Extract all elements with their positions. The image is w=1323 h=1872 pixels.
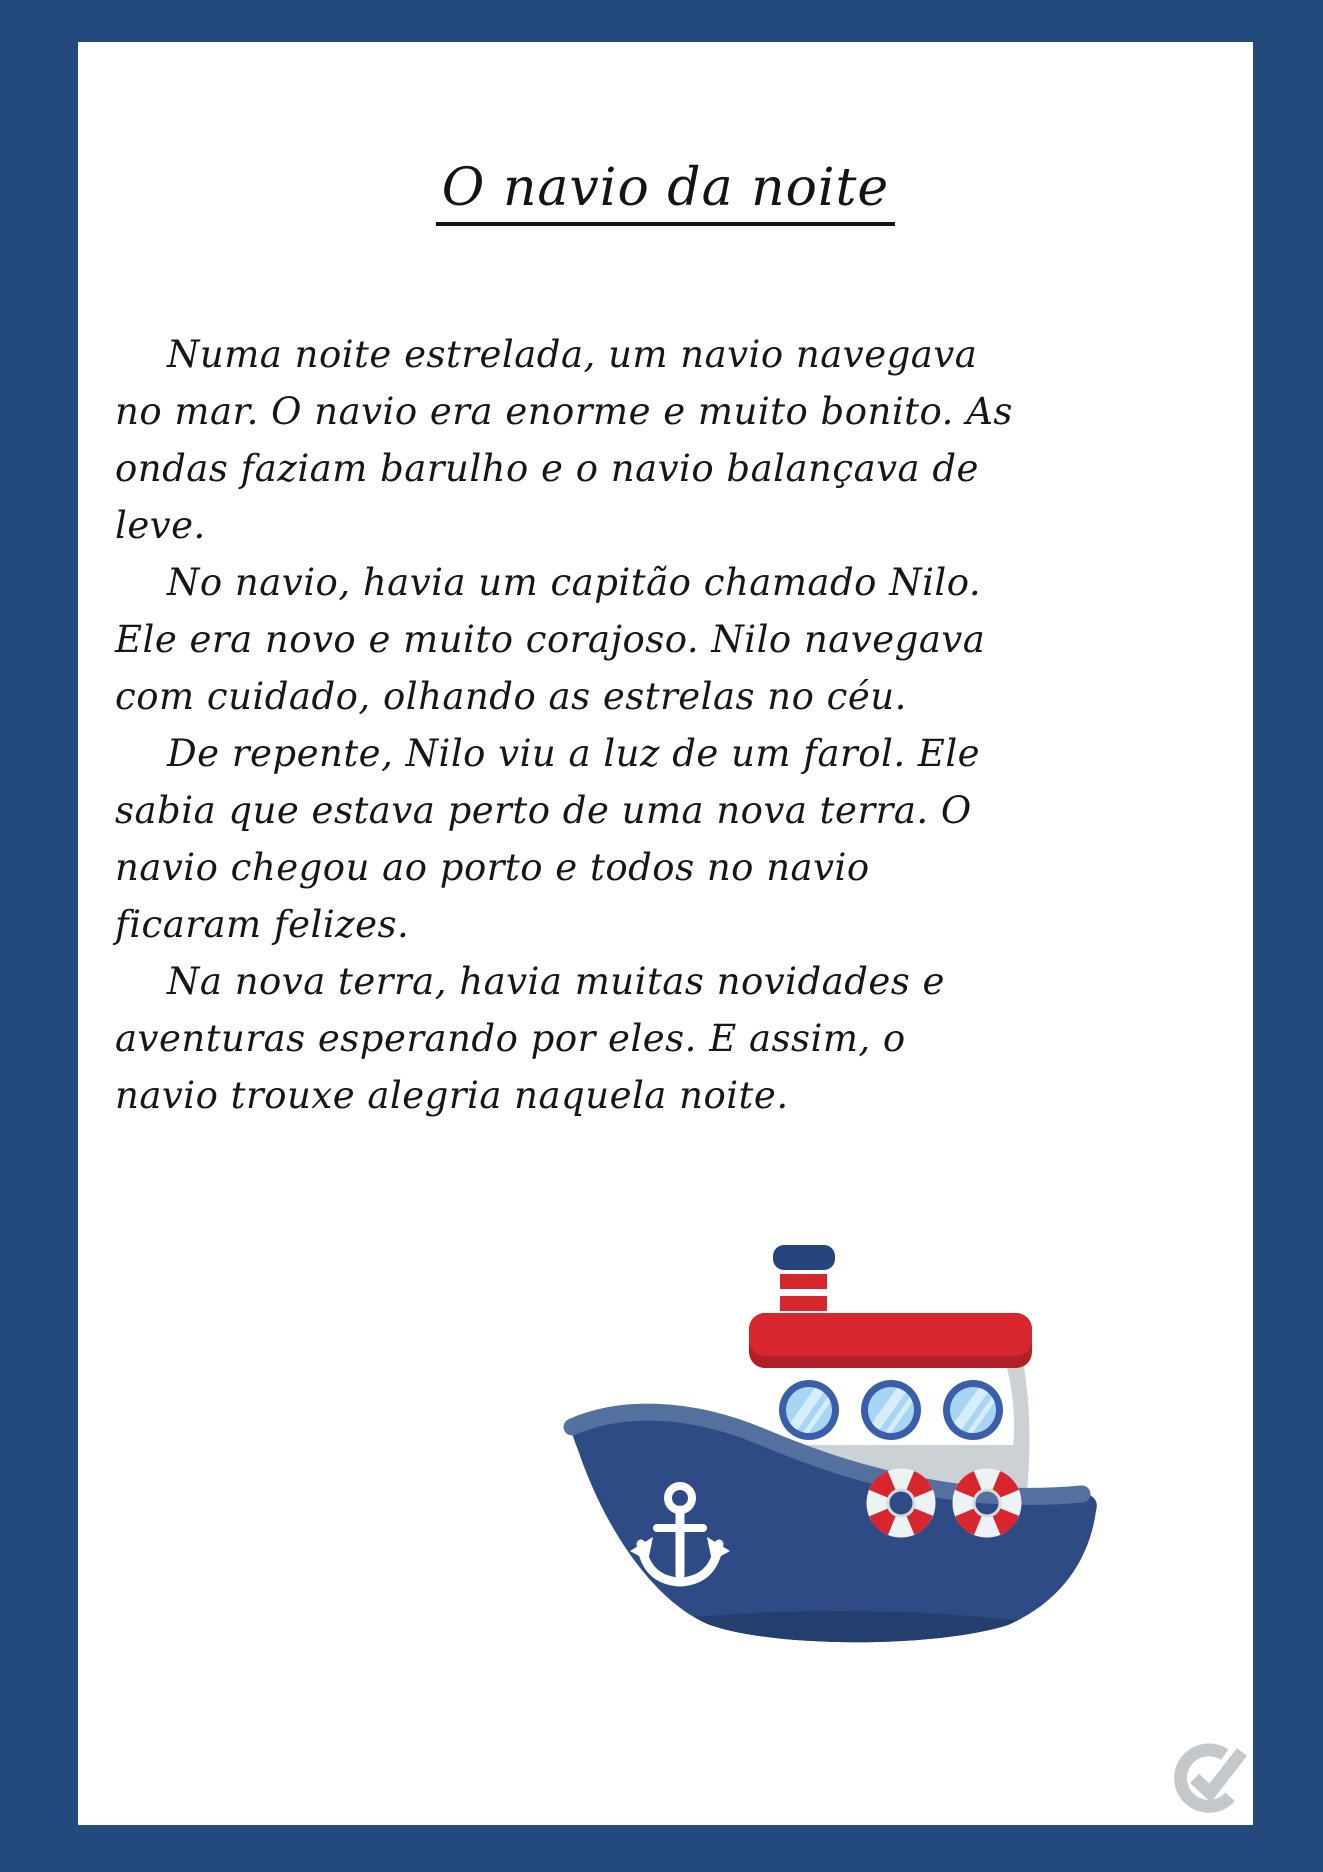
story-paragraph: Na nova terra, havia muitas novidades e aventuras esperando por eles. E assim, o navio trouxe alegria naquela noite. (115, 960, 945, 1117)
smokestack-cap (773, 1245, 835, 1270)
page-title: O navio da noite (436, 158, 895, 226)
story-paragraph: De repente, Nilo viu a luz de um farol. Ele sabia que estava perto de uma nova terra. O navio chegou ao porto e todos no navio ficaram felizes. (115, 732, 981, 946)
document-page (78, 42, 1253, 1825)
portholes (779, 1377, 1004, 1446)
story-paragraph: Numa noite estrelada, um navio navegava no mar. O navio era enorme e muito bonito. As ondas faziam barulho e o navio balançava de leve. (115, 333, 1013, 547)
roof-top (749, 1313, 1032, 1356)
smokestack (773, 1245, 835, 1317)
title-wrap (78, 158, 1253, 226)
boat-illustration (560, 1245, 1100, 1645)
cabin-roof (749, 1313, 1032, 1368)
story-paragraph: No navio, havia um capitão chamado Nilo. Ele era novo e muito corajoso. Nilo navegava com cuidado, olhando as estrelas no céu. (115, 561, 986, 718)
checkmark-logo-icon (1170, 1735, 1252, 1820)
smokestack-stripe (780, 1296, 827, 1311)
smokestack-stripe (780, 1274, 827, 1289)
story-text (115, 326, 1020, 1124)
